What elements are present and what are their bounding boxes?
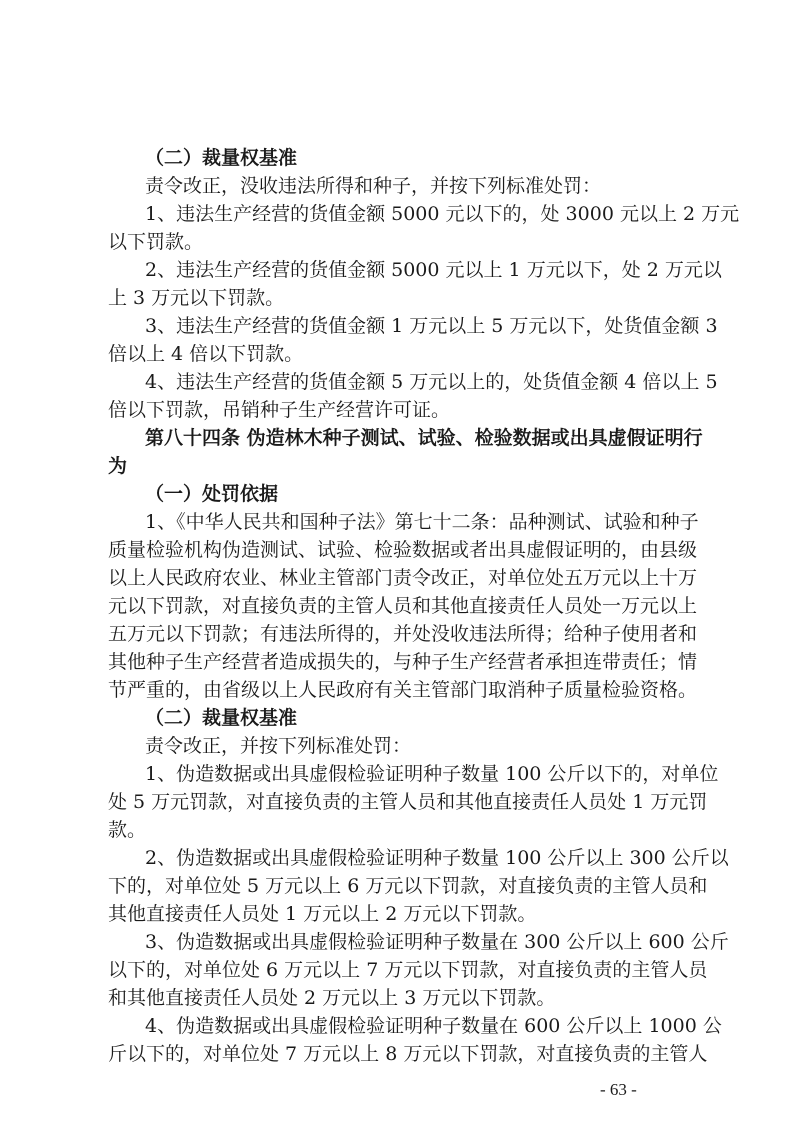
text-line: 处 5 万元罚款，对直接负责的主管人员和其他直接责任人员处 1 万元罚 bbox=[108, 791, 708, 813]
heading-line: 第八十四条 伪造林木种子测试、试验、检验数据或出具虚假证明行 bbox=[145, 427, 703, 449]
text-line: 斤以下的，对单位处 7 万元以上 8 万元以下罚款，对直接负责的主管人 bbox=[108, 1043, 708, 1065]
text-line: 下的，对单位处 5 万元以上 6 万元以下罚款，对直接负责的主管人员和 bbox=[108, 875, 708, 897]
text-line: 1、违法生产经营的货值金额 5000 元以下的，处 3000 元以上 2 万元 bbox=[145, 203, 740, 225]
text-line: 4、伪造数据或出具虚假检验证明种子数量在 600 公斤以上 1000 公 bbox=[145, 1015, 722, 1037]
document-body bbox=[108, 144, 740, 1068]
text-line: 以下罚款。 bbox=[108, 231, 204, 253]
heading-line: （一）处罚依据 bbox=[145, 483, 279, 505]
text-line: 其他直接责任人员处 1 万元以上 2 万元以下罚款。 bbox=[108, 903, 537, 925]
heading-line: （二）裁量权基准 bbox=[145, 707, 298, 729]
text-line: 2、伪造数据或出具虚假检验证明种子数量 100 公斤以上 300 公斤以 bbox=[145, 847, 729, 869]
text-line: 质量检验机构伪造测试、试验、检验数据或者出具虚假证明的，由县级 bbox=[108, 539, 698, 561]
text-line: 节严重的，由省级以上人民政府有关主管部门取消种子质量检验资格。 bbox=[108, 679, 698, 701]
text-line: 和其他直接责任人员处 2 万元以上 3 万元以下罚款。 bbox=[108, 987, 556, 1009]
text-line: 责令改正，并按下列标准处罚： bbox=[145, 735, 412, 757]
text-line: 元以下罚款，对直接负责的主管人员和其他直接责任人员处一万元以上 bbox=[108, 595, 698, 617]
text-line: 上 3 万元以下罚款。 bbox=[108, 287, 285, 309]
text-line: 4、违法生产经营的货值金额 5 万元以上的，处货值金额 4 倍以上 5 bbox=[145, 371, 718, 393]
text-line: 2、违法生产经营的货值金额 5000 元以上 1 万元以下，处 2 万元以 bbox=[145, 259, 722, 281]
heading-line: （二）裁量权基准 bbox=[145, 147, 298, 169]
text-line: 1、《中华人民共和国种子法》第七十二条：品种测试、试验和种子 bbox=[145, 511, 699, 533]
text-line: 倍以下罚款，吊销种子生产经营许可证。 bbox=[108, 399, 451, 421]
text-line: 1、伪造数据或出具虚假检验证明种子数量 100 公斤以下的，对单位 bbox=[145, 763, 719, 785]
text-line: 以上人民政府农业、林业主管部门责令改正，对单位处五万元以上十万 bbox=[108, 567, 698, 589]
heading-line: 为 bbox=[108, 455, 128, 477]
page-number: - 63 - bbox=[600, 1080, 637, 1099]
text-line: 3、违法生产经营的货值金额 1 万元以上 5 万元以下，处货值金额 3 bbox=[145, 315, 718, 337]
text-line: 其他种子生产经营者造成损失的，与种子生产经营者承担连带责任；情 bbox=[108, 651, 698, 673]
text-line: 款。 bbox=[108, 819, 147, 841]
text-line: 倍以上 4 倍以下罚款。 bbox=[108, 343, 304, 365]
text-line: 3、伪造数据或出具虚假检验证明种子数量在 300 公斤以上 600 公斤 bbox=[145, 931, 729, 953]
text-line: 以下的，对单位处 6 万元以上 7 万元以下罚款，对直接负责的主管人员 bbox=[108, 959, 708, 981]
text-line: 五万元以下罚款；有违法所得的，并处没收违法所得；给种子使用者和 bbox=[108, 623, 698, 645]
text-line: 责令改正，没收违法所得和种子，并按下列标准处罚： bbox=[145, 175, 602, 197]
